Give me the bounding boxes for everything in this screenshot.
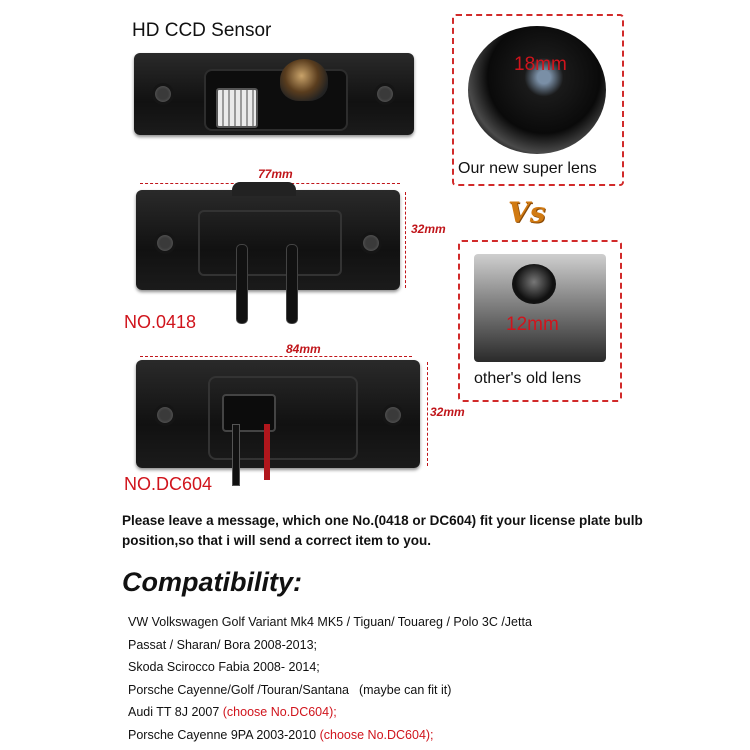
led-light bbox=[216, 88, 258, 128]
cable-left bbox=[236, 244, 248, 324]
mount-hole-right bbox=[382, 404, 404, 426]
mount-hole-left bbox=[154, 232, 176, 254]
mount-hole-left bbox=[152, 83, 174, 105]
mount-hole-right bbox=[360, 232, 382, 254]
wire-red bbox=[264, 424, 270, 480]
instruction-note: Please leave a message, which one No.(0418 or DC604) fit your license plate bulb position,so that i will send a correct item to you. bbox=[122, 513, 643, 548]
old-lens-box bbox=[458, 240, 622, 402]
height-label-dc604: 32mm bbox=[430, 405, 465, 419]
height-arrow-dc604 bbox=[427, 362, 428, 466]
height-arrow-0418 bbox=[405, 192, 406, 288]
width-label-0418: 77mm bbox=[258, 167, 293, 181]
vs-mark: Vs bbox=[508, 196, 546, 229]
bump bbox=[232, 182, 296, 196]
new-lens-image bbox=[468, 26, 606, 154]
lens-dome bbox=[280, 59, 328, 101]
old-lens-dome bbox=[512, 264, 556, 304]
mount-hole-right bbox=[374, 83, 396, 105]
list-item: Porsche Cayenne/Golf /Touran/Santana (maybe can fit it) bbox=[128, 682, 452, 697]
list-item: Passat / Sharan/ Bora 2008-2013; bbox=[128, 637, 318, 652]
list-item: VW Volkswagen Golf Variant Mk4 MK5 / Tiguan/ Touareg / Polo 3C /Jetta bbox=[128, 615, 532, 629]
mount-hole-left bbox=[154, 404, 176, 426]
old-lens-caption: other's old lens bbox=[474, 370, 582, 387]
list-item: Porsche Cayenne 9PA 2003-2010 (choose No.DC604); bbox=[128, 727, 434, 742]
camera-front-plate bbox=[134, 53, 414, 135]
choose-note: (choose No.DC604); bbox=[222, 705, 337, 719]
choose-note: (choose No.DC604); bbox=[319, 727, 434, 742]
list-item: Audi TT 8J 2007 (choose No.DC604); bbox=[128, 705, 337, 719]
compatibility-list bbox=[128, 611, 532, 746]
model-label-0418: NO.0418 bbox=[124, 312, 197, 332]
camera-0418-back bbox=[136, 190, 400, 290]
compatibility-title: Compatibility: bbox=[122, 567, 302, 597]
new-lens-box bbox=[452, 14, 624, 186]
height-label-0418: 32mm bbox=[411, 222, 446, 236]
list-item: Skoda Scirocco Fabia 2008- 2014; bbox=[128, 660, 320, 674]
wire-black bbox=[232, 424, 240, 486]
page-title: HD CCD Sensor bbox=[132, 20, 272, 41]
fit-hint: (maybe can fit it) bbox=[358, 682, 452, 697]
cable-right bbox=[286, 244, 298, 324]
camera-dc604-back bbox=[136, 360, 420, 468]
old-lens-size: 12mm bbox=[506, 314, 559, 335]
new-lens-size: 18mm bbox=[514, 54, 567, 75]
width-arrow-dc604 bbox=[140, 356, 412, 357]
back-panel bbox=[198, 210, 342, 276]
new-lens-caption: Our new super lens bbox=[458, 160, 597, 177]
model-label-dc604: NO.DC604 bbox=[124, 474, 213, 494]
width-label-dc604: 84mm bbox=[286, 342, 321, 356]
